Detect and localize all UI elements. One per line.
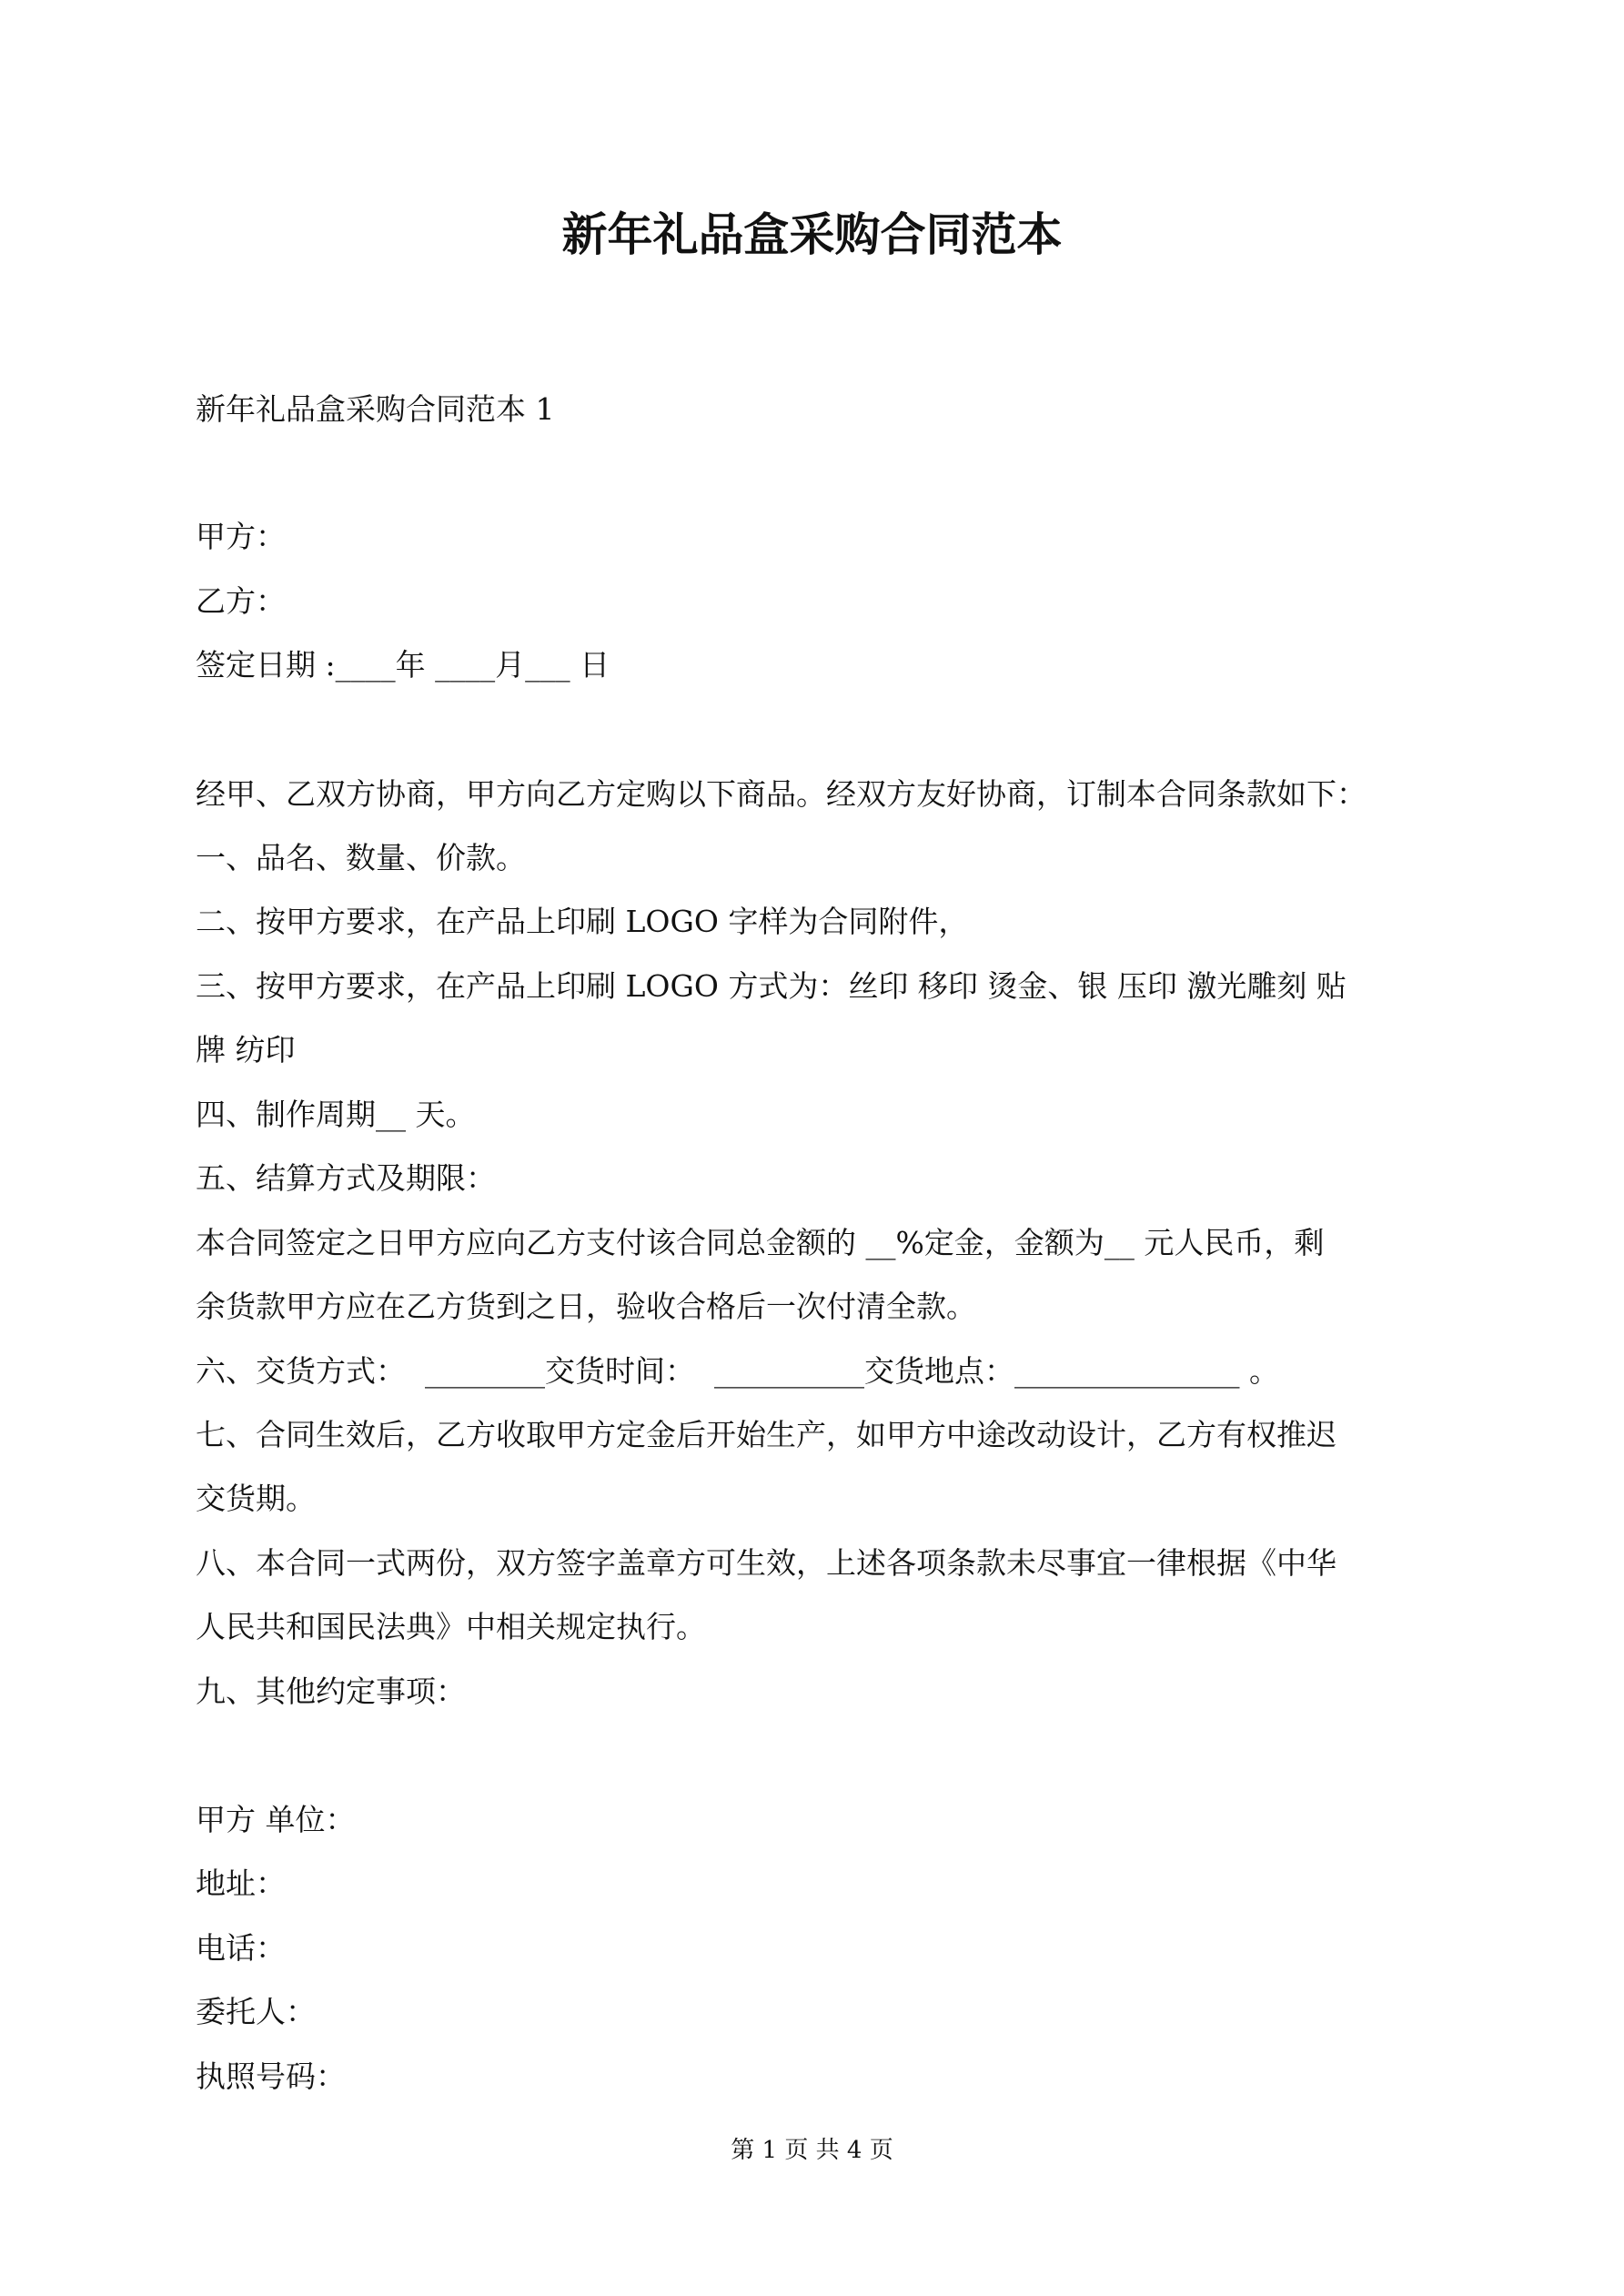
clause-3-line-2: 牌 纺印 xyxy=(196,1032,296,1067)
clause-5-line-2: 余货款甲方应在乙方货到之日，验收合格后一次付清全款。 xyxy=(196,1289,976,1324)
clause-9: 九、其他约定事项： xyxy=(196,1674,466,1709)
signature-license: 执照号码： xyxy=(196,2058,346,2094)
signature-address: 地址： xyxy=(196,1866,286,1901)
contract-subtitle: 新年礼品盒采购合同范本 1 xyxy=(196,391,555,427)
document-title: 新年礼品盒采购合同范本 xyxy=(561,207,1063,261)
clause-7-line-1: 七、合同生效后，乙方收取甲方定金后开始生产，如甲方中途改动设计，乙方有权推迟 xyxy=(196,1417,1337,1452)
party-b-label: 乙方： xyxy=(196,583,286,619)
clause-3-line-1: 三、按甲方要求，在产品上印刷 LOGO 方式为：丝印 移印 烫金、银 压印 激光雕刻 贴 xyxy=(196,968,1347,1004)
clause-5: 五、结算方式及期限： xyxy=(196,1160,496,1196)
signature-phone: 电话： xyxy=(196,1930,286,1966)
party-a-label: 甲方： xyxy=(196,519,286,554)
page-footer: 第 1 页 共 4 页 xyxy=(731,2137,893,2164)
signature-agent: 委托人： xyxy=(196,1994,316,2029)
intro-paragraph: 经甲、乙双方协商，甲方向乙方定购以下商品。经双方友好协商，订制本合同条款如下： xyxy=(196,776,1367,812)
clause-4: 四、制作周期__ 天。 xyxy=(196,1097,476,1132)
clause-7-line-2: 交货期。 xyxy=(196,1481,316,1516)
clause-8-line-2: 人民共和国民法典》中相关规定执行。 xyxy=(196,1609,706,1644)
clause-5-line-1: 本合同签定之日甲方应向乙方支付该合同总金额的 __%定金，金额为__ 元人民币，剩 xyxy=(196,1225,1325,1260)
clause-1: 一、品名、数量、价款。 xyxy=(196,840,526,875)
signature-unit: 甲方 单位： xyxy=(196,1802,356,1837)
clause-2: 二、按甲方要求，在产品上印刷 LOGO 字样为合同附件， xyxy=(196,904,969,939)
sign-date-line: 签定日期 :____年 ____月___ 日 xyxy=(196,647,610,683)
clause-8-line-1: 八、本合同一式两份，双方签字盖章方可生效，上述各项条款未尽事宜一律根据《中华 xyxy=(196,1545,1337,1581)
clause-6: 六、交货方式： ________交货时间： __________交货地点：_______________ 。 xyxy=(196,1353,1279,1389)
